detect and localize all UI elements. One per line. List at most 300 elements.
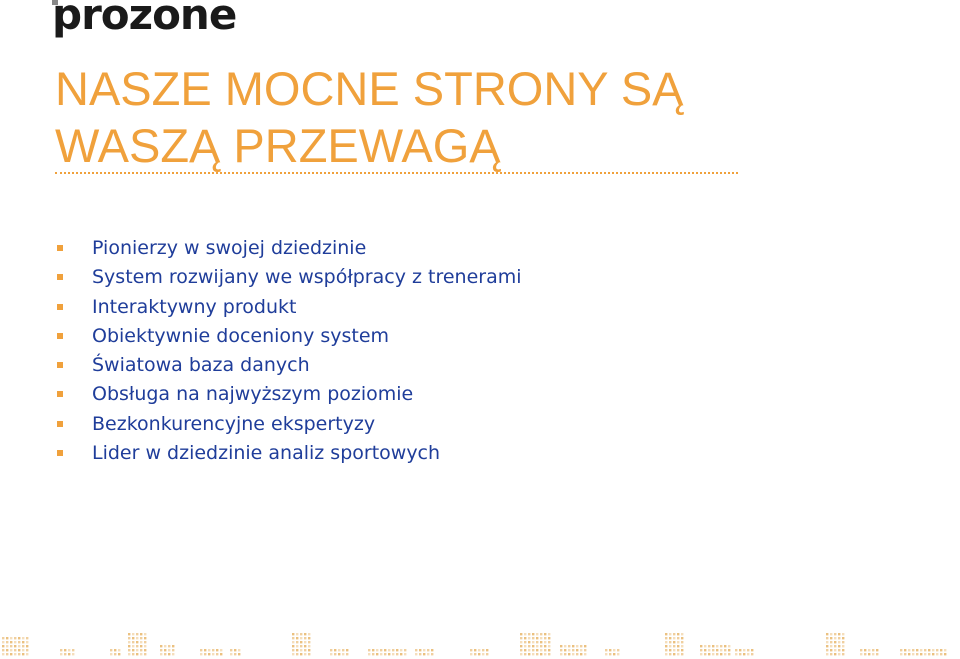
- footer-dot: [576, 653, 578, 655]
- footer-dot: [665, 653, 667, 655]
- footer-dot: [140, 653, 142, 655]
- list-item: Lider w dziedzinie analiz sportowych: [55, 439, 522, 468]
- footer-dot: [22, 649, 24, 651]
- footer-dot: [528, 649, 530, 651]
- footer-dot: [669, 637, 671, 639]
- footer-dot: [118, 653, 120, 655]
- footer-dot: [160, 649, 162, 651]
- footer-dot: [548, 641, 550, 643]
- footer-dot: [560, 653, 562, 655]
- footer-dot: [544, 641, 546, 643]
- footer-dot: [712, 649, 714, 651]
- footer-dot: [617, 653, 619, 655]
- footer-dot: [716, 645, 718, 647]
- footer-dot: [292, 637, 294, 639]
- footer-dot: [834, 641, 836, 643]
- footer-dot: [681, 645, 683, 647]
- footer-dot: [936, 649, 938, 651]
- footer-dot: [834, 653, 836, 655]
- footer-dot: [728, 645, 730, 647]
- footer-dot: [830, 653, 832, 655]
- footer-dot: [334, 649, 336, 651]
- footer-dot: [304, 645, 306, 647]
- footer-dot: [677, 641, 679, 643]
- footer-dot: [427, 649, 429, 651]
- footer-dot: [536, 637, 538, 639]
- footer-dot: [220, 653, 222, 655]
- footer-dot: [168, 653, 170, 655]
- footer-dot: [110, 653, 112, 655]
- footer-dot: [826, 649, 828, 651]
- footer-dot: [540, 641, 542, 643]
- footer-dot: [728, 653, 730, 655]
- footer-dot: [132, 633, 134, 635]
- footer-dot: [712, 645, 714, 647]
- footer-dot: [681, 649, 683, 651]
- footer-dot: [132, 641, 134, 643]
- bullet-square-icon: [57, 391, 63, 397]
- footer-dot: [532, 641, 534, 643]
- footer-dot: [14, 645, 16, 647]
- footer-dot: [216, 653, 218, 655]
- footer-dot: [292, 653, 294, 655]
- footer-dot: [128, 641, 130, 643]
- footer-dot: [681, 633, 683, 635]
- footer-dot: [826, 633, 828, 635]
- footer-dot: [68, 653, 70, 655]
- footer-dot: [860, 649, 862, 651]
- footer-dot: [346, 649, 348, 651]
- footer-dot: [22, 637, 24, 639]
- footer-dot: [613, 653, 615, 655]
- footer-dot: [396, 649, 398, 651]
- footer-dot: [842, 637, 844, 639]
- footer-dot: [308, 637, 310, 639]
- slide-title: [55, 60, 684, 174]
- footer-dot: [568, 645, 570, 647]
- list-item: Interaktywny produkt: [55, 293, 522, 322]
- footer-dot: [609, 649, 611, 651]
- footer-dot: [665, 645, 667, 647]
- footer-dot: [528, 637, 530, 639]
- list-item: Bezkonkurencyjne ekspertyzy: [55, 410, 522, 439]
- footer-dot: [10, 641, 12, 643]
- footer-dot: [400, 653, 402, 655]
- footer-dot: [308, 641, 310, 643]
- footer-dot: [415, 653, 417, 655]
- footer-dot: [338, 649, 340, 651]
- footer-dot: [838, 653, 840, 655]
- footer-dot: [230, 653, 232, 655]
- footer-dot: [212, 653, 214, 655]
- footer-dot: [536, 633, 538, 635]
- footer-dot: [532, 649, 534, 651]
- footer-dot: [708, 649, 710, 651]
- footer-dot: [536, 653, 538, 655]
- footer-dot: [944, 649, 946, 651]
- footer-dot: [916, 653, 918, 655]
- footer-dot: [830, 637, 832, 639]
- footer-dot: [342, 653, 344, 655]
- footer-dot: [669, 645, 671, 647]
- footer-dot: [681, 641, 683, 643]
- footer-dot: [22, 641, 24, 643]
- list-item: Światowa baza danych: [55, 351, 522, 380]
- footer-dot: [540, 653, 542, 655]
- footer-dot: [568, 649, 570, 651]
- footer-dot: [392, 649, 394, 651]
- title-divider: [55, 172, 738, 174]
- footer-dot: [572, 649, 574, 651]
- footer-dot: [419, 653, 421, 655]
- footer-dot: [900, 649, 902, 651]
- footer-dot: [234, 653, 236, 655]
- footer-dot: [548, 649, 550, 651]
- footer-dot: [681, 637, 683, 639]
- footer-dot: [392, 653, 394, 655]
- footer-dot: [830, 633, 832, 635]
- footer-dot: [528, 653, 530, 655]
- footer-dot: [838, 649, 840, 651]
- footer-dot: [6, 637, 8, 639]
- footer-dot: [140, 633, 142, 635]
- footer-dot: [423, 649, 425, 651]
- footer-dot: [292, 649, 294, 651]
- footer-dot: [704, 645, 706, 647]
- footer-dot: [172, 645, 174, 647]
- footer-dot: [904, 653, 906, 655]
- footer-dot: [140, 649, 142, 651]
- footer-dot: [548, 633, 550, 635]
- footer-dot: [144, 637, 146, 639]
- footer-dot: [838, 633, 840, 635]
- footer-dot: [478, 653, 480, 655]
- footer-dot: [380, 653, 382, 655]
- footer-dot: [528, 633, 530, 635]
- footer-dot: [380, 649, 382, 651]
- footer-dot: [6, 645, 8, 647]
- footer-dot: [548, 653, 550, 655]
- footer-dot: [673, 645, 675, 647]
- footer-dot: [536, 641, 538, 643]
- footer-dot: [300, 637, 302, 639]
- footer-dot: [300, 641, 302, 643]
- footer-dot: [826, 645, 828, 647]
- footer-dot: [524, 645, 526, 647]
- footer-dot: [520, 641, 522, 643]
- footer-dot: [826, 637, 828, 639]
- footer-dot: [164, 645, 166, 647]
- footer-dot: [128, 633, 130, 635]
- footer-dot: [838, 641, 840, 643]
- footer-dot: [308, 645, 310, 647]
- bullet-square-icon: [57, 333, 63, 339]
- footer-dot: [544, 653, 546, 655]
- footer-dot: [14, 649, 16, 651]
- footer-dot: [427, 653, 429, 655]
- footer-dot: [916, 649, 918, 651]
- footer-dot: [548, 645, 550, 647]
- footer-dot: [900, 653, 902, 655]
- footer-dot: [470, 653, 472, 655]
- footer-dot: [673, 653, 675, 655]
- footer-dot: [560, 649, 562, 651]
- footer-dot: [912, 649, 914, 651]
- footer-dot: [520, 637, 522, 639]
- footer-dot: [304, 653, 306, 655]
- footer-dot: [532, 653, 534, 655]
- footer-dot: [677, 653, 679, 655]
- footer-dot: [208, 653, 210, 655]
- footer-dot: [735, 649, 737, 651]
- footer-dot: [10, 645, 12, 647]
- footer-dot: [2, 637, 4, 639]
- list-item: System rozwijany we współpracy z trenerami: [55, 263, 522, 292]
- footer-dot: [728, 649, 730, 651]
- footer-dot: [296, 641, 298, 643]
- footer-dot: [544, 645, 546, 647]
- footer-dot: [544, 633, 546, 635]
- footer-dot: [128, 645, 130, 647]
- footer-dot: [292, 641, 294, 643]
- footer-dot: [580, 653, 582, 655]
- footer-dot: [872, 653, 874, 655]
- footer-dot: [834, 633, 836, 635]
- footer-dot: [376, 649, 378, 651]
- footer-dot: [168, 649, 170, 651]
- footer-dot: [140, 641, 142, 643]
- footer-dot: [2, 645, 4, 647]
- footer-dot: [842, 633, 844, 635]
- footer-dot: [605, 653, 607, 655]
- footer-dot: [144, 649, 146, 651]
- footer-dot: [613, 649, 615, 651]
- footer-dot: [230, 649, 232, 651]
- footer-dot: [296, 653, 298, 655]
- footer-dot: [700, 649, 702, 651]
- footer-dot: [342, 649, 344, 651]
- footer-dot: [6, 649, 8, 651]
- footer-dot: [388, 649, 390, 651]
- footer-dot: [136, 637, 138, 639]
- footer-dot: [520, 645, 522, 647]
- footer-dot: [700, 645, 702, 647]
- footer-dot: [200, 649, 202, 651]
- footer-dot: [704, 653, 706, 655]
- footer-dot: [144, 645, 146, 647]
- bullet-square-icon: [57, 421, 63, 427]
- footer-dot: [204, 653, 206, 655]
- footer-dot: [140, 637, 142, 639]
- footer-dot: [60, 653, 62, 655]
- footer-dot: [665, 633, 667, 635]
- footer-dot: [920, 649, 922, 651]
- footer-dot: [584, 645, 586, 647]
- footer-dot: [60, 649, 62, 651]
- footer-dot: [665, 641, 667, 643]
- footer-dot: [308, 653, 310, 655]
- footer-dot: [164, 649, 166, 651]
- footer-dot: [712, 653, 714, 655]
- footer-dot: [564, 649, 566, 651]
- footer-dot: [540, 633, 542, 635]
- footer-dot: [673, 649, 675, 651]
- footer-dot: [308, 633, 310, 635]
- footer-dot: [136, 645, 138, 647]
- footer-dot: [304, 649, 306, 651]
- footer-dot: [384, 649, 386, 651]
- footer-dot: [200, 653, 202, 655]
- footer-dot: [842, 645, 844, 647]
- footer-dot: [548, 637, 550, 639]
- footer-dot: [220, 649, 222, 651]
- footer-dot: [204, 649, 206, 651]
- footer-dot: [132, 653, 134, 655]
- footer-dot: [292, 633, 294, 635]
- footer-dot: [330, 649, 332, 651]
- footer-dot: [528, 641, 530, 643]
- footer-dot: [904, 649, 906, 651]
- footer-dot: [743, 649, 745, 651]
- footer-dot: [140, 645, 142, 647]
- footer-dot: [2, 653, 4, 655]
- footer-dot: [584, 649, 586, 651]
- footer-dot: [18, 645, 20, 647]
- footer-dot: [22, 653, 24, 655]
- footer-dot: [520, 649, 522, 651]
- footer-dot: [864, 649, 866, 651]
- footer-dot: [26, 637, 28, 639]
- footer-dot: [304, 637, 306, 639]
- footer-dot: [64, 649, 66, 651]
- footer-dot: [14, 641, 16, 643]
- footer-dot: [300, 633, 302, 635]
- footer-dot: [132, 649, 134, 651]
- footer-dot: [677, 645, 679, 647]
- footer-dot: [524, 649, 526, 651]
- footer-dot: [482, 653, 484, 655]
- list-item: Obiektywnie doceniony system: [55, 322, 522, 351]
- footer-dot: [830, 649, 832, 651]
- footer-dot: [677, 649, 679, 651]
- footer-dot: [368, 649, 370, 651]
- footer-dot: [572, 653, 574, 655]
- title-line-1: NASZE MOCNE STRONY SĄ: [55, 62, 684, 115]
- footer-dot: [18, 637, 20, 639]
- footer-dot: [160, 645, 162, 647]
- footer-dot: [334, 653, 336, 655]
- footer-dot: [743, 653, 745, 655]
- list-item: Obsługa na najwyższym poziomie: [55, 380, 522, 409]
- footer-dot: [10, 649, 12, 651]
- footer-dot: [576, 649, 578, 651]
- footer-dot: [876, 653, 878, 655]
- footer-dot: [132, 645, 134, 647]
- footer-dot: [564, 645, 566, 647]
- footer-dot: [842, 649, 844, 651]
- footer-dot: [26, 641, 28, 643]
- strengths-list: [55, 234, 522, 468]
- footer-dot: [10, 637, 12, 639]
- list-item: Pionierzy w swojej dziedzinie: [55, 234, 522, 263]
- footer-dot: [308, 649, 310, 651]
- footer-dot: [665, 649, 667, 651]
- footer-dot: [669, 633, 671, 635]
- footer-dot: [928, 649, 930, 651]
- footer-dot: [700, 653, 702, 655]
- footer-dot: [64, 653, 66, 655]
- footer-dot: [238, 653, 240, 655]
- footer-dot: [932, 649, 934, 651]
- footer-dot: [346, 653, 348, 655]
- footer-dot: [936, 653, 938, 655]
- footer-dot: [400, 649, 402, 651]
- footer-dot: [708, 645, 710, 647]
- footer-dot: [431, 653, 433, 655]
- footer-dot: [924, 649, 926, 651]
- footer-dot: [520, 633, 522, 635]
- footer-dot: [834, 637, 836, 639]
- footer-dot: [423, 653, 425, 655]
- footer-dot: [720, 653, 722, 655]
- footer-dot: [136, 641, 138, 643]
- footer-dot: [18, 649, 20, 651]
- footer-dot: [751, 653, 753, 655]
- footer-dot: [304, 641, 306, 643]
- footer-dot: [296, 649, 298, 651]
- footer-dot: [292, 645, 294, 647]
- footer-dot: [234, 649, 236, 651]
- footer-dot: [524, 637, 526, 639]
- footer-dot: [580, 649, 582, 651]
- footer-dot: [677, 633, 679, 635]
- footer-dot: [872, 649, 874, 651]
- footer-dot: [609, 653, 611, 655]
- prozone-logo: prozone: [52, 0, 237, 39]
- footer-dot: [144, 641, 146, 643]
- footer-dot: [528, 645, 530, 647]
- footer-dot: [160, 653, 162, 655]
- footer-dot: [940, 653, 942, 655]
- footer-dot: [474, 649, 476, 651]
- footer-dot: [532, 637, 534, 639]
- footer-dot: [908, 653, 910, 655]
- footer-dot: [10, 653, 12, 655]
- footer-dot: [524, 653, 526, 655]
- footer-dot: [669, 641, 671, 643]
- footer-dot: [172, 653, 174, 655]
- footer-dot: [830, 645, 832, 647]
- footer-dot: [128, 653, 130, 655]
- footer-dot: [708, 653, 710, 655]
- footer-dot: [2, 641, 4, 643]
- footer-dot: [372, 649, 374, 651]
- footer-dot: [842, 641, 844, 643]
- footer-dot: [826, 653, 828, 655]
- footer-dot: [524, 633, 526, 635]
- footer-dot: [540, 637, 542, 639]
- footer-dot: [868, 649, 870, 651]
- footer-dot: [300, 649, 302, 651]
- footer-dot: [532, 633, 534, 635]
- title-line-2: WASZĄ PRZEWAGĄ: [55, 119, 501, 172]
- footer-dot: [524, 641, 526, 643]
- footer-dot: [830, 641, 832, 643]
- footer-dot: [924, 653, 926, 655]
- bullet-square-icon: [57, 245, 63, 251]
- footer-dot: [216, 649, 218, 651]
- footer-dot: [677, 637, 679, 639]
